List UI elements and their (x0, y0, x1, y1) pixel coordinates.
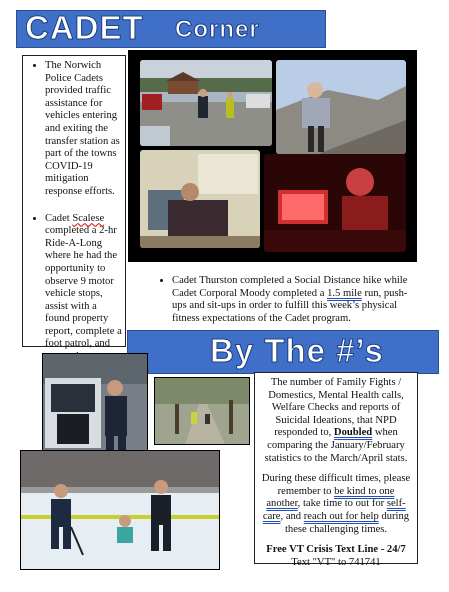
stats-emphasis: Doubled (333, 427, 373, 439)
cadet-prefix: Cadet (45, 212, 70, 224)
hike-text-after: run, push-ups and sit-ups in order to fulfill this week’s physical fitness expectations of the Cadet program. (172, 287, 408, 324)
header-title-small: Corner (175, 16, 260, 43)
lower-bullet-list (154, 275, 416, 325)
by-the-numbers-title: By The #’s (210, 332, 384, 369)
self-care-phrase: self-care (262, 498, 406, 522)
photo-cruiser (42, 353, 148, 463)
hike-text-before: Cadet Thurston completed a Social Distance hike while Cadet Corporal Moody completed a (172, 275, 408, 299)
collage-svg (128, 50, 417, 262)
bullet-text: completed a 2-hr Ride-A-Long where he had the opportunity to observe 9 motor vehicle stops, assist with a found property report, complete a foot patrol, and (45, 225, 122, 350)
by-the-numbers-banner (127, 330, 439, 374)
stats-paragraph (261, 377, 411, 465)
bullet-text: The Norwich Police Cadets provided traffic assistance for vehicles entering and exiting the transfer station as part of the towns COVID-19 mitigation response efforts. (45, 60, 120, 197)
photo-hockey-svg (21, 451, 219, 569)
stats-box (254, 372, 418, 568)
reach-out-phrase: reach out for help (303, 510, 379, 522)
photo-patrol-computer (264, 154, 406, 252)
photo-collage (128, 50, 417, 262)
crisis-line-title: Free VT Crisis Text Line - 24/7 (266, 544, 406, 556)
cadet-name: Scalese (72, 212, 105, 224)
stats-text-after: when comparing the January/February statistics to the March/April stats. (264, 427, 408, 464)
lower-bullet (154, 275, 416, 325)
photo-trail (154, 377, 250, 445)
stats-text-before: The number of Family Fights / Domestics, Mental Health calls, Welfare Checks and reports of Suicidal Ideations, that NPD responded to, (268, 377, 404, 439)
photo-cruiser-svg (43, 354, 147, 462)
run-distance: 1.5 mile (327, 287, 362, 299)
photo-hockey (20, 450, 220, 570)
be-kind-phrase: be kind to one another (266, 485, 395, 510)
crisis-line-text: Text "VT" to 741741 (291, 556, 381, 568)
left-bullets-box (22, 55, 126, 350)
left-bullets-list (25, 60, 123, 389)
wellness-text-mid: , take time to out for (297, 498, 385, 510)
photo-transfer-station (140, 60, 272, 146)
bullet-traffic-assistance (45, 60, 123, 199)
photo-hike (276, 60, 406, 154)
header-title-big: CADET (25, 9, 144, 46)
photo-indoor (140, 150, 260, 248)
photo-trail-svg (155, 378, 249, 444)
wellness-text-mid2: , and (280, 510, 302, 522)
wellness-text-before: During these difficult times, please remember to (261, 473, 411, 497)
bullet-hike-run (172, 275, 416, 325)
header-banner (16, 10, 326, 48)
wellness-text-after: during these challenging times. (284, 510, 410, 535)
wellness-paragraph (261, 473, 411, 536)
